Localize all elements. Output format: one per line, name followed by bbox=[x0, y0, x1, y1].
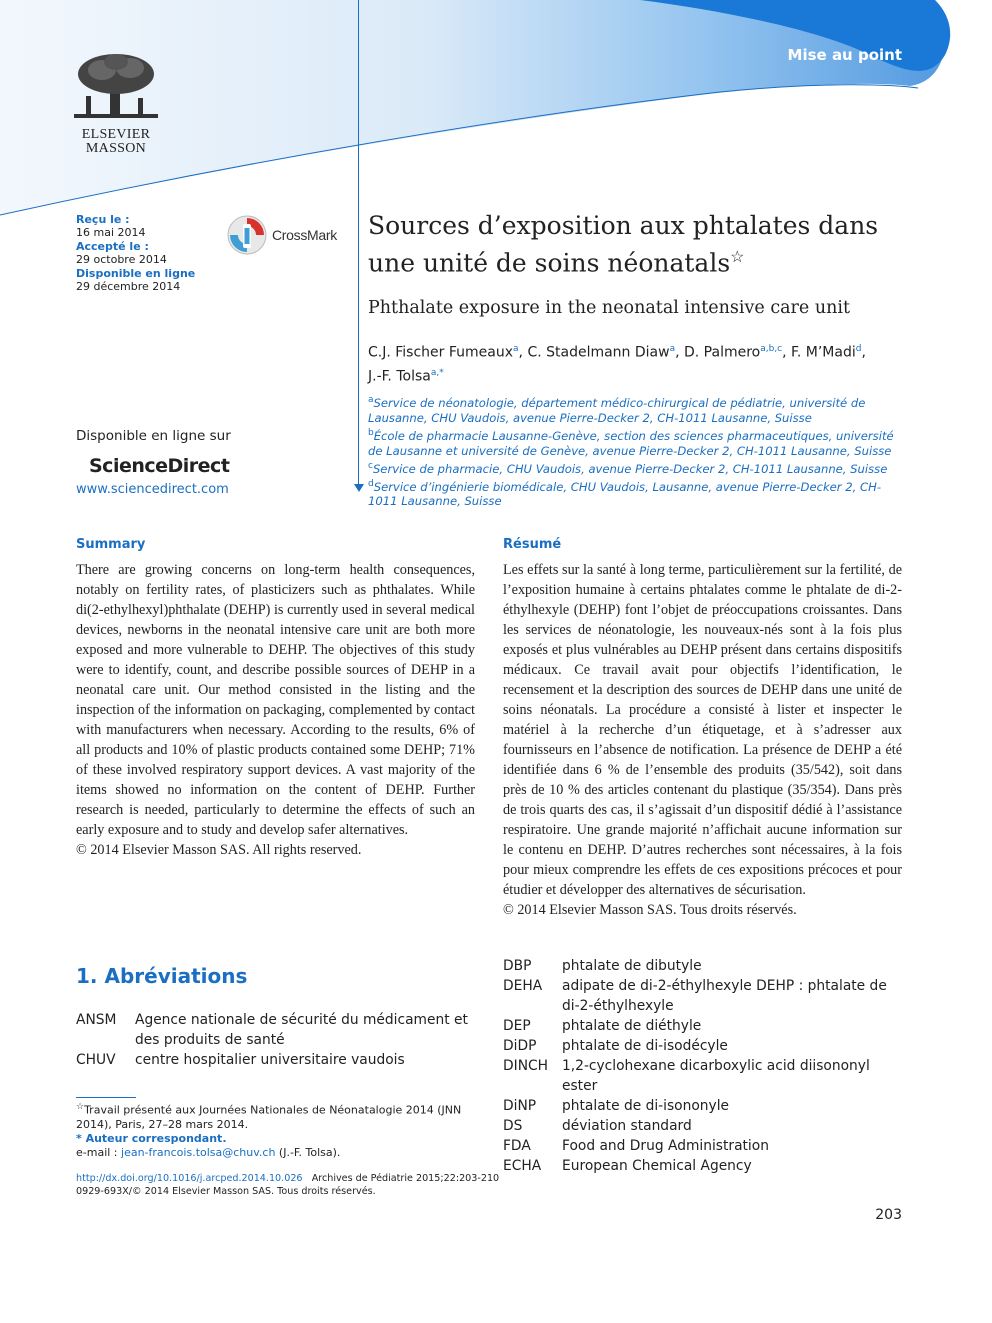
email-line bbox=[76, 1146, 476, 1160]
affiliation-item bbox=[368, 426, 908, 459]
author-list: C.J. Fischer Fumeaux$^a$, C. Stadelmann Diaw$^a$, D. Palmero$^{a,b,c}$, F. M’Madi$^d$, J.-F. Tolsa$^{a,*}$ bbox=[368, 344, 866, 385]
affiliation-key: a bbox=[368, 395, 374, 405]
abbreviation-row bbox=[503, 1036, 903, 1056]
sciencedirect-link[interactable]: www.sciencedirect.com bbox=[76, 482, 229, 497]
title-footnote-mark: ☆ bbox=[730, 247, 745, 266]
abbreviation-key: DS bbox=[503, 1118, 523, 1134]
doi-link[interactable]: http://dx.doi.org/10.1016/j.arcped.2014.10.026 bbox=[76, 1173, 303, 1184]
abbreviation-key: DINCH bbox=[503, 1058, 549, 1074]
abbreviations-list-left bbox=[76, 1010, 476, 1070]
crossmark-badge[interactable] bbox=[226, 214, 337, 256]
online-label: Disponible en ligne bbox=[76, 266, 196, 280]
abbreviation-value: European Chemical Agency bbox=[562, 1158, 752, 1174]
affiliation-item bbox=[368, 393, 908, 426]
column-divider bbox=[358, 0, 359, 488]
abbreviation-value: phtalate de dibutyle bbox=[562, 958, 702, 974]
author-name: D. Palmero bbox=[684, 344, 761, 361]
crossmark-label: CrossMark bbox=[272, 227, 337, 243]
abbreviations-list-right bbox=[503, 956, 903, 1176]
logo-text-elsevier: ELSEVIER bbox=[81, 127, 151, 142]
abbreviation-row bbox=[503, 1136, 903, 1156]
footnotes bbox=[76, 1100, 476, 1160]
abbreviation-row bbox=[503, 1156, 903, 1176]
footnote-star-text: Travail présenté aux Journées Nationales de Néonatalogie 2014 (JNN 2014), Paris, 27–28 mars 2014. bbox=[76, 1103, 462, 1131]
summary-heading: Summary bbox=[76, 537, 146, 552]
section-tag: Mise au point bbox=[787, 46, 902, 64]
summary-abstract bbox=[76, 560, 475, 860]
affiliation-key: b bbox=[368, 427, 374, 438]
abbreviation-row bbox=[503, 1016, 903, 1036]
article-title-text: Sources d’exposition aux phtalates dans une unité de soins néonatals bbox=[368, 211, 879, 278]
abbreviation-key: FDA bbox=[503, 1138, 531, 1154]
abbreviation-key: CHUV bbox=[76, 1052, 116, 1068]
abbreviation-row bbox=[503, 1096, 903, 1116]
crossmark-icon bbox=[226, 214, 268, 256]
page-number: 203 bbox=[875, 1207, 902, 1223]
corresponding-author-label: * Auteur correspondant. bbox=[76, 1131, 227, 1145]
divider-arrow-icon bbox=[354, 484, 364, 492]
logo-text-masson: MASSON bbox=[85, 141, 147, 156]
received-date: 16 mai 2014 bbox=[76, 226, 146, 240]
affiliation-key: c bbox=[368, 460, 373, 471]
availability-label: Disponible en ligne sur bbox=[76, 428, 231, 444]
elsevier-tree-icon bbox=[72, 52, 160, 122]
abbreviation-value: Food and Drug Administration bbox=[562, 1138, 769, 1154]
abbreviation-value: phtalate de diéthyle bbox=[562, 1018, 702, 1034]
affiliation-text: Service d’ingénierie biomédicale, CHU Vaudois, Lausanne, avenue Pierre-Decker 2, CH-1011 Lausanne, Suisse bbox=[368, 479, 882, 509]
resume-copyright: © 2014 Elsevier Masson SAS. Tous droits réservés. bbox=[503, 902, 797, 918]
resume-abstract bbox=[503, 560, 902, 920]
abbreviation-row bbox=[503, 1116, 903, 1136]
affiliation-item bbox=[368, 477, 908, 510]
abbreviation-value: phtalate de di-isononyle bbox=[562, 1098, 730, 1114]
author-name: C.J. Fischer Fumeaux bbox=[368, 344, 514, 361]
abbreviation-key: DEP bbox=[503, 1018, 531, 1034]
sciencedirect-brand: ScienceDirect bbox=[89, 455, 230, 477]
footnote-rule bbox=[76, 1097, 136, 1098]
abbreviations-heading: 1. Abréviations bbox=[76, 964, 248, 988]
publisher-logo bbox=[72, 52, 160, 156]
abbreviation-value: phtalate de di-isodécyle bbox=[562, 1038, 728, 1054]
author-affil-mark: d bbox=[855, 344, 862, 354]
email-label: e-mail : bbox=[76, 1145, 122, 1159]
abbreviation-key: DiDP bbox=[503, 1038, 537, 1054]
summary-text: There are growing concerns on long-term health consequences, notably on fertility rates, of plasticizers such as phthalates. While di(2-ethylhexyl)phthalate (DEHP) is currently used in several medical devices, newborns in the neonatal intensive care unit are both more exposed and more vulnerable to DEHP. The objectives of this study were to identify, count, and describe possible sources of DEHP in a neonatal care unit. Our method consisted in the listing and the inspection of the information on packaging, complemented by contact with manufacturers when necessary. According to the results, 6% of all products and 10% of plastic products contained some DEHP; 71% of these involved respiratory support devices. A vast majority of the items showed no information on the content of DEHP. Further research is needed, particularly to determine the effects of such an early exposure and to study and develop safer alternatives. bbox=[76, 562, 475, 838]
abbreviation-row bbox=[503, 1056, 903, 1096]
author-affil-mark: a bbox=[669, 344, 676, 354]
affiliation-item bbox=[368, 459, 908, 477]
abbreviation-value: 1,2-cyclohexane dicarboxylic acid diisononyl ester bbox=[562, 1058, 870, 1094]
article-subtitle: Phthalate exposure in the neonatal intensive care unit bbox=[368, 298, 851, 318]
journal-citation: Archives de Pédiatrie 2015;22:203-210 bbox=[311, 1173, 500, 1184]
online-date: 29 décembre 2014 bbox=[76, 280, 181, 294]
abbreviation-key: DiNP bbox=[503, 1098, 537, 1114]
accepted-date: 29 octobre 2014 bbox=[76, 253, 167, 267]
affiliations bbox=[368, 393, 908, 509]
article-title bbox=[368, 210, 888, 278]
affiliation-text: École de pharmacie Lausanne-Genève, section des sciences pharmaceutiques, université de Lausanne et université de Genève, avenue Pierre-Decker 2, CH-1011 Lausanne, Suisse bbox=[368, 428, 894, 458]
author-name: J.-F. Tolsa bbox=[368, 368, 431, 385]
abbreviation-row bbox=[503, 976, 903, 1016]
abbreviation-value: Agence nationale de sécurité du médicament et des produits de santé bbox=[135, 1012, 468, 1048]
resume-heading: Résumé bbox=[503, 537, 562, 552]
author-affil-mark: a bbox=[513, 344, 519, 354]
abbreviation-key: DBP bbox=[503, 958, 532, 974]
author-affil-mark: a,b,c bbox=[760, 344, 783, 354]
footnote-star-mark: ☆ bbox=[76, 1102, 85, 1112]
footnote-star bbox=[76, 1100, 476, 1132]
citation-info bbox=[76, 1172, 499, 1198]
issn-line: 0929-693X/© 2014 Elsevier Masson SAS. Tous droits réservés. bbox=[76, 1186, 376, 1197]
summary-copyright: © 2014 Elsevier Masson SAS. All rights reserved. bbox=[76, 842, 362, 858]
affiliation-text: Service de pharmacie, CHU Vaudois, avenue Pierre-Decker 2, CH-1011 Lausanne, Suisse bbox=[372, 461, 888, 476]
email-link[interactable]: jean-francois.tolsa@chuv.ch bbox=[121, 1145, 276, 1159]
author-name: C. Stadelmann Diaw bbox=[527, 344, 670, 361]
author-name: F. M’Madi bbox=[791, 344, 856, 361]
abbreviation-row bbox=[76, 1010, 476, 1050]
received-label: Reçu le : bbox=[76, 213, 130, 226]
abbreviation-row bbox=[76, 1050, 476, 1070]
article-dates bbox=[76, 213, 236, 293]
affiliation-text: Service de néonatologie, département médico-chirurgical de pédiatrie, université de Lausanne, CHU Vaudois, avenue Pierre-Decker 2, CH-1011 Lausanne, Suisse bbox=[368, 395, 866, 425]
abbreviation-key: ECHA bbox=[503, 1158, 542, 1174]
abbreviation-value: centre hospitalier universitaire vaudois bbox=[135, 1052, 405, 1068]
resume-text: Les effets sur la santé à long terme, particulièrement sur la fertilité, de l’exposition humaine à certains phtalates comme le phtalate de di-2-éthylhexyle (DEHP) font l’objet de préoccupations croissantes. Dans les services de néonatologie, les nouveaux-nés sont à la fois plus exposés et plus vulnérables au DEHP présent dans certains dispositifs médicaux. Ce travail avait pour objectifs l’identification, le recensement et la description des sources de DEHP dans une unité de soins néonatals. La procédure a consisté à lister et inspecter le matériel à la recherche d’un étiquetage, et à s’adresser aux fournisseurs en l’absence de notification. La présence de DEHP a été identifiée dans 6 % de l’ensemble des produits (35/542), soit dans près de 10 % des articles contenant du plastique (35/354). Dans près de trois quarts des cas, il s’agissait d’un dispositif dédié à l’assistance respiratoire. Une grande majorité n’affichait aucune information sur le contenu en DEHP. D’autres recherches sont nécessaires, à la fois pour mieux comprendre les effets de ces expositions précoces et pour étudier et développer des alternatives de sécurisation. bbox=[503, 562, 902, 898]
abbreviation-value: adipate de di-2-éthylhexyle DEHP : phtalate de di-2-éthylhexyle bbox=[562, 978, 887, 1014]
abbreviation-row bbox=[503, 956, 903, 976]
affiliation-key: d bbox=[368, 478, 374, 489]
email-suffix: (J.-F. Tolsa). bbox=[275, 1145, 341, 1159]
author-affil-mark: a,* bbox=[430, 367, 444, 378]
abbreviation-key: ANSM bbox=[76, 1012, 117, 1028]
accepted-label: Accepté le : bbox=[76, 239, 149, 253]
abbreviation-value: déviation standard bbox=[562, 1118, 692, 1134]
abbreviation-key: DEHA bbox=[503, 978, 543, 994]
